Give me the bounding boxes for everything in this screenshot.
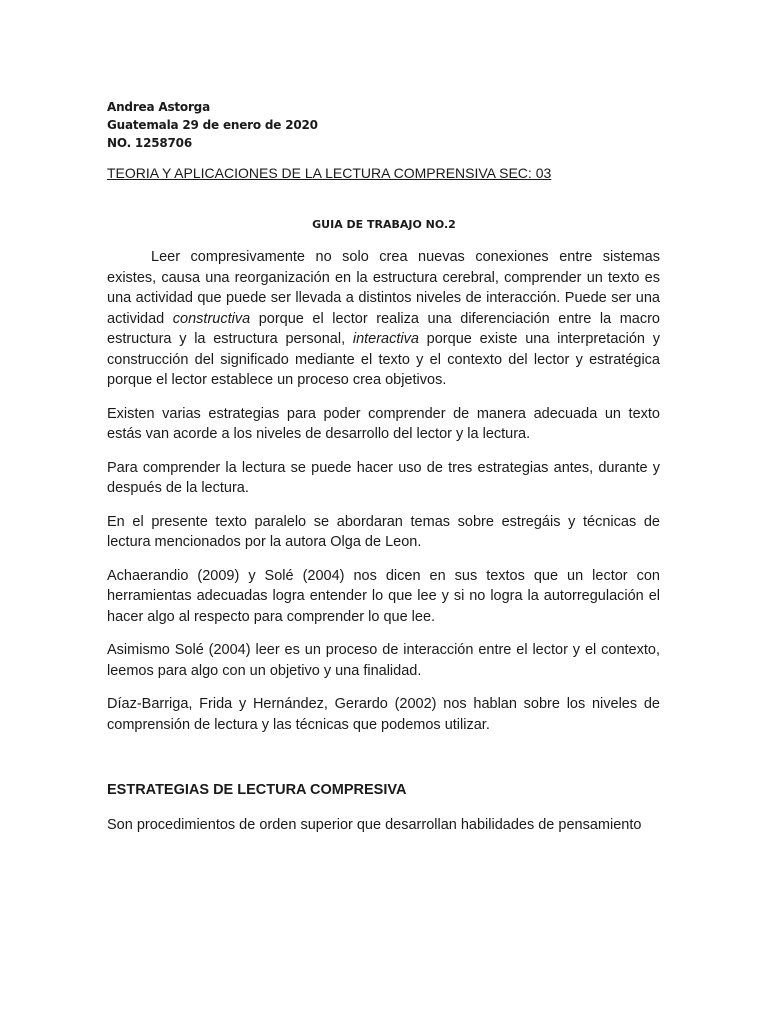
- course-title: TEORIA Y APLICACIONES DE LA LECTURA COMPRENSIVA SEC: 03: [107, 165, 552, 181]
- paragraph-2: Existen varias estrategias para poder comprender de manera adecuada un texto estás van acorde a los niveles de desarrollo del lector y la lectura.: [107, 405, 660, 442]
- paragraph-5: Achaerandio (2009) y Solé (2004) nos dicen en sus textos que un lector con herramientas adecuadas logra entender lo que lee y si no logra la autorregulación el hacer algo al respecto para comprender lo que lee.: [107, 567, 660, 625]
- section-heading: ESTRATEGIAS DE LECTURA COMPRESIVA: [107, 782, 407, 798]
- document-header: [107, 98, 318, 152]
- paragraph-1-text-a: Leer compresivamente no solo crea nuevas conexiones entre sistemas existes, causa una reorganización en la estructura cerebral, comprender un texto es una actividad que puede ser llevada a distintos niveles de interacción. Puede ser una actividad: [107, 249, 660, 327]
- paragraph-1-italic-constructiva: constructiva: [172, 310, 251, 327]
- student-number: NO. 1258706: [107, 136, 192, 150]
- paragraph-6: Asimismo Solé (2004) leer es un proceso de interacción entre el lector y el contexto, leemos para algo con un objetivo y una finalidad.: [107, 642, 660, 679]
- paragraph-3: Para comprender la lectura se puede hacer uso de tres estrategias antes, durante y después de la lectura.: [107, 459, 660, 496]
- guide-title: GUIA DE TRABAJO NO.2: [312, 218, 456, 231]
- paragraph-1-text-e: porque existe una interpretación y construcción del significado mediante el texto y el contexto del lector y estratégica porque el lector establece un proceso crea objetivos.: [107, 331, 660, 388]
- paragraph-4: En el presente texto paralelo se abordaran temas sobre estregáis y técnicas de lectura mencionados por la autora Olga de Leon.: [107, 513, 660, 550]
- section-paragraph: Son procedimientos de orden superior que desarrollan habilidades de pensamiento: [107, 817, 642, 833]
- author-name: Andrea Astorga: [107, 100, 210, 114]
- paragraph-7: Díaz-Barriga, Frida y Hernández, Gerardo (2002) nos hablan sobre los niveles de comprensión de lectura y las técnicas que podemos utilizar.: [107, 696, 660, 733]
- place-date: Guatemala 29 de enero de 2020: [107, 118, 318, 132]
- body-text: [107, 247, 660, 748]
- paragraph-1: [107, 247, 660, 391]
- paragraph-1-italic-interactiva: interactiva: [352, 331, 419, 347]
- paragraph-1-text-c: porque el lector realiza una diferenciación entre la macro estructura y la estructura personal,: [107, 310, 660, 347]
